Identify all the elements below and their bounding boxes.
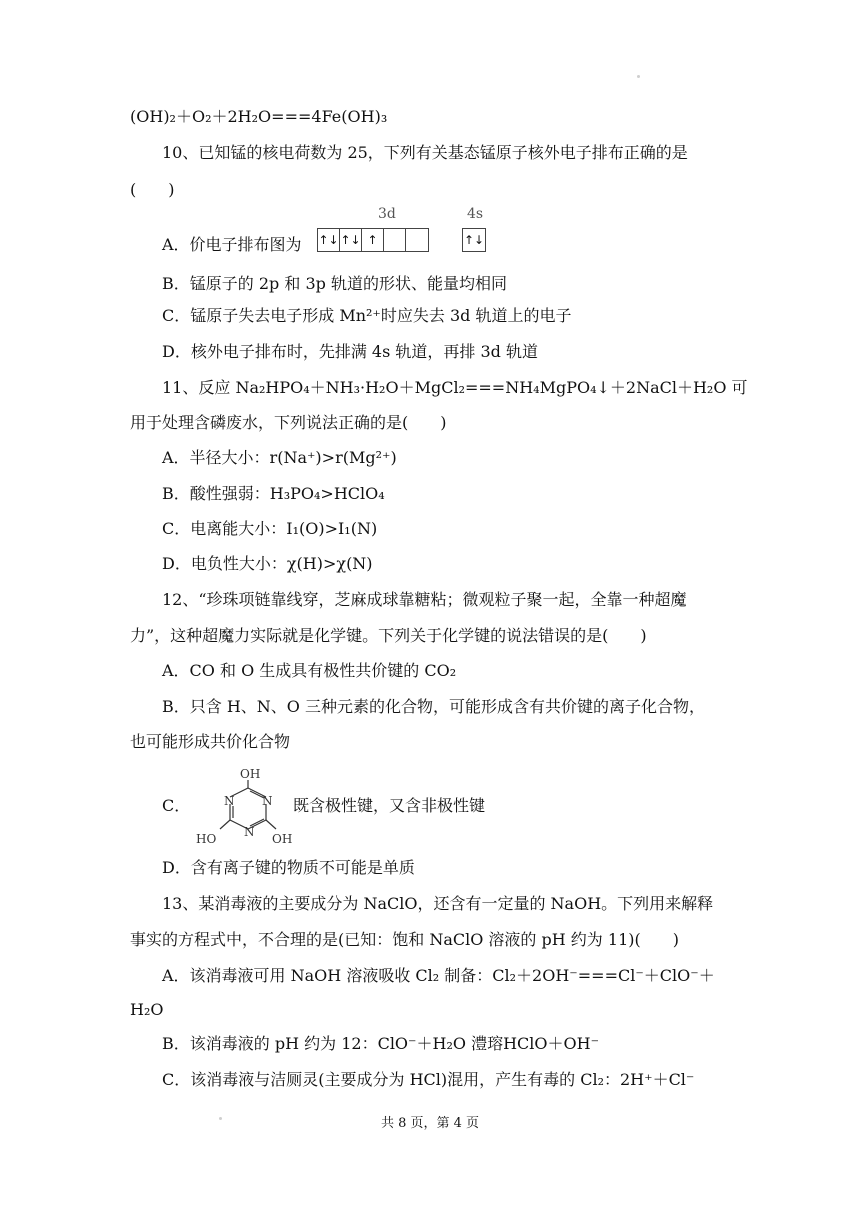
option-12c-label: C． [162,796,191,815]
corner-mark-tr [637,75,640,78]
option-12b-cont: 也可能形成共价化合物 [130,732,291,751]
text-line: (OH)₂＋O₂＋2H₂O===4Fe(OH)₃ [130,107,388,126]
option-13b: B．该消毒液的 pH 约为 12：ClO⁻＋H₂O 澧瑢HClO＋OH⁻ [162,1034,600,1053]
orbital-cell: ↑↓ [463,233,485,247]
molecule-n-right: N [262,794,273,808]
option-10a: A．价电子排布图为 [162,235,302,254]
page-footer: 共 8 页，第 4 页 [380,1116,480,1131]
option-12a: A．CO 和 O 生成具有极性共价键的 CO₂ [162,661,457,680]
molecule-n-bottom: N [244,825,255,839]
orbital-label-4s: 4s [467,206,484,222]
question-10-bracket: ( ) [130,180,175,199]
orbital-cell: ↑↓ [340,229,362,251]
question-11: 11、反应 Na₂HPO₄＋NH₃·H₂O＋MgCl₂===NH₄MgPO₄↓＋2NaCl＋H₂O 可 [162,378,748,397]
option-11b: B．酸性强弱：H₃PO₄>HClO₄ [162,484,385,503]
option-11a: A．半径大小：r(Na⁺)>r(Mg²⁺) [162,448,397,467]
option-12c-text: 既含极性键，又含非极性键 [293,796,486,815]
orbital-box-4s [462,228,486,252]
cyanuric-acid-structure [190,766,300,848]
molecule-oh-left: HO [196,832,217,846]
option-12b: B．只含 H、N、O 三种元素的化合物，可能形成含有共价键的离子化合物， [162,697,706,716]
molecule-oh-right: OH [272,832,293,846]
option-11d: D．电负性大小：χ(H)>χ(N) [162,554,373,573]
question-13-cont: 事实的方程式中，不合理的是(已知：饱和 NaClO 溶液的 pH 约为 11)( ) [130,930,679,949]
question-13: 13、某消毒液的主要成分为 NaClO，还含有一定量的 NaOH。下列用来解释 [162,894,714,913]
molecule-oh-top: OH [240,767,261,781]
orbital-cell [406,229,428,251]
option-13c: C．该消毒液与洁厕灵(主要成分为 HCl)混用，产生有毒的 Cl₂：2H⁺＋Cl⁻ [162,1070,695,1089]
option-10d: D．核外电子排布时，先排满 4s 轨道，再排 3d 轨道 [162,342,538,361]
option-12d: D．含有离子键的物质不可能是单质 [162,858,415,877]
option-13a: A．该消毒液可用 NaOH 溶液吸收 Cl₂ 制备：Cl₂＋2OH⁻===Cl⁻＋ClO⁻＋ [162,966,715,985]
option-10c: C．锰原子失去电子形成 Mn²⁺时应失去 3d 轨道上的电子 [162,306,572,325]
molecule-n-left: N [224,794,235,808]
option-10b: B．锰原子的 2p 和 3p 轨道的形状、能量均相同 [162,274,507,293]
question-11-cont: 用于处理含磷废水，下列说法正确的是( ) [130,413,447,432]
orbital-box-3d [317,228,429,252]
orbital-cell: ↑↓ [318,229,340,251]
question-12: 12、“珍珠项链靠线穿，芝麻成球靠糖粘；微观粒子聚一起，全靠一种超魔 [162,590,687,609]
question-12-cont: 力”，这种超魔力实际就是化学键。下列关于化学键的说法错误的是( ) [130,626,647,645]
orbital-cell [384,229,406,251]
orbital-label-3d: 3d [378,206,396,222]
option-13a-cont: H₂O [130,1000,164,1019]
orbital-cell: ↑ [362,229,384,251]
question-10: 10、已知锰的核电荷数为 25，下列有关基态锰原子核外电子排布正确的是 [162,143,688,162]
option-11c: C．电离能大小：I₁(O)>I₁(N) [162,519,378,538]
